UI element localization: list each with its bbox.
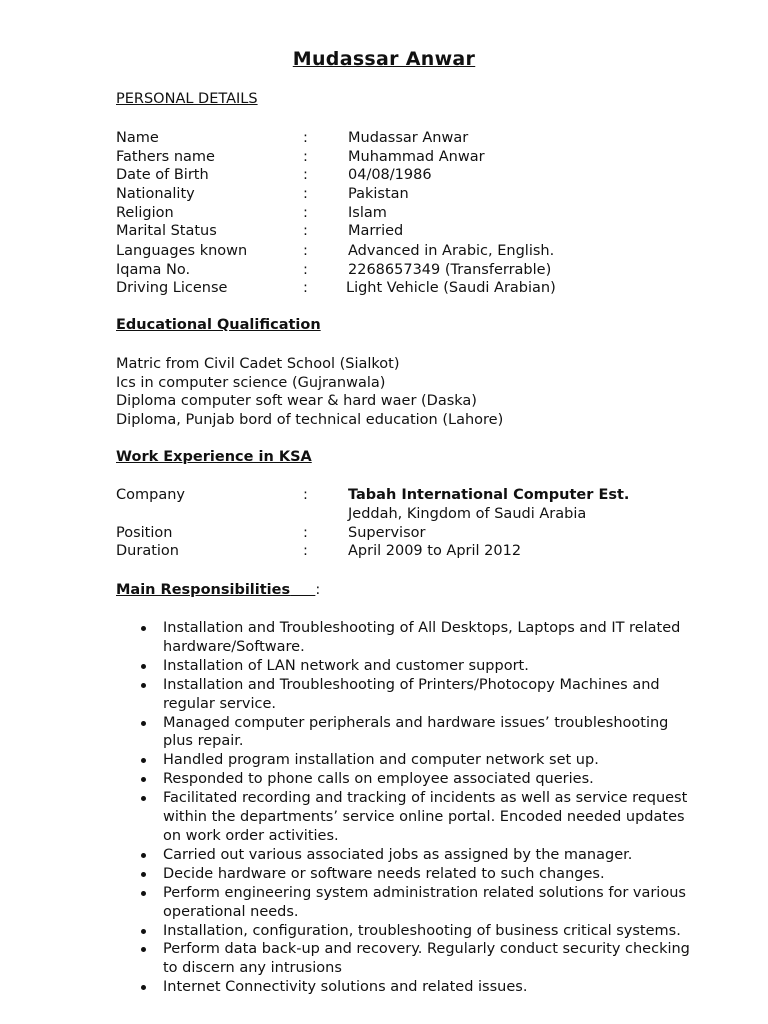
detail-label: Date of Birth [116,167,209,183]
work-experience-heading: Work Experience in KSA [116,449,312,465]
responsibility-item [138,978,698,997]
responsibility-item [138,619,698,657]
responsibilities-list [138,619,698,997]
company-name: Tabah International Computer Est. [348,487,630,503]
detail-row-languages [116,242,756,261]
work-separator: : [303,543,308,559]
detail-separator: : [303,130,308,146]
responsibility-text: Installation and Troubleshooting of Printers/Photocopy Machines and regular service. [163,676,660,712]
responsibility-text: Handled program installation and computer network set up. [163,752,599,769]
responsibility-text: Internet Connectivity solutions and related issues. [163,979,528,996]
detail-row-fathers-name [116,148,756,167]
detail-separator: : [303,223,308,239]
detail-row-date-of-birth [116,166,756,185]
detail-separator: : [303,262,308,278]
detail-separator: : [303,205,308,221]
detail-label: Marital Status [116,223,217,239]
work-row-duration [116,542,756,561]
bullet-icon [141,758,146,763]
education-item: Diploma computer soft wear & hard waer (Daska) [116,393,477,409]
detail-separator: : [303,149,308,165]
bullet-icon [141,683,146,688]
bullet-icon [141,985,146,990]
responsibility-text: Installation and Troubleshooting of All Desktops, Laptops and IT related hardware/Software. [163,620,681,655]
responsibility-text: Managed computer peripherals and hardware issues’ troubleshooting plus repair. [163,714,669,750]
detail-separator: : [303,280,308,296]
detail-value: Pakistan [348,186,409,202]
company-location: Jeddah, Kingdom of Saudi Arabia [348,506,587,522]
detail-value: Muhammad Anwar [348,149,485,165]
work-separator: : [303,525,308,541]
bullet-icon [141,853,146,858]
bullet-icon [141,664,146,669]
responsibility-item [138,846,698,865]
detail-value: Islam [348,205,387,221]
education-item: Diploma, Punjab bord of technical education (Lahore) [116,412,504,428]
detail-label: Name [116,130,159,146]
bullet-icon [141,721,146,726]
detail-label: Driving License [116,280,228,296]
detail-label: Nationality [116,186,195,202]
responsibility-text: Perform engineering system administration related solutions for various operational needs. [163,884,686,920]
responsibilities-heading [116,581,320,600]
responsibility-item [138,884,698,922]
detail-value: Advanced in Arabic, English. [348,243,555,259]
bullet-icon [141,947,146,952]
detail-row-iqama [116,261,756,280]
work-row-position [116,524,756,543]
detail-row-religion [116,204,756,223]
work-label: Company [116,487,185,503]
responsibility-item [138,770,698,789]
responsibility-item [138,657,698,676]
work-row-company [116,486,756,505]
work-label: Duration [116,543,179,559]
document-title: Mudassar Anwar [292,48,476,70]
responsibility-text: Perform data back-up and recovery. Regularly conduct security checking to discern any intrusions [163,941,690,977]
responsibility-text: Installation of LAN network and customer support. [163,657,529,674]
duration-value: April 2009 to April 2012 [348,543,522,559]
detail-label: Religion [116,205,174,221]
work-separator: : [303,487,308,503]
bullet-icon [141,777,146,782]
responsibilities-heading-text: Main Responsibilities [116,582,291,598]
responsibility-text: Decide hardware or software needs related to such changes. [163,865,605,882]
detail-label: Iqama No. [116,262,191,278]
detail-value: Mudassar Anwar [348,130,469,146]
responsibility-item [138,676,698,714]
heading-underline-gap [290,582,315,598]
work-label: Position [116,525,173,541]
detail-label: Languages known [116,243,248,259]
bullet-icon [141,626,146,631]
responsibility-item [138,714,698,752]
heading-colon: : [315,582,321,598]
detail-row-marital-status [116,222,756,241]
detail-value: 2268657349 (Transferrable) [348,262,552,278]
detail-separator: : [303,167,308,183]
responsibility-item [138,865,698,884]
bullet-icon [141,872,146,877]
detail-separator: : [303,243,308,259]
responsibility-text: Facilitated recording and tracking of incidents as well as service request within the departments’ service online portal. Encoded needed updates on work order activities. [163,790,688,844]
responsibility-item [138,789,698,846]
education-heading: Educational Qualification [116,317,321,333]
responsibility-text: Installation, configuration, troubleshooting of business critical systems. [163,922,681,939]
detail-value: Married [348,223,404,239]
position-value: Supervisor [348,525,426,541]
detail-row-nationality [116,185,756,204]
education-item: Ics in computer science (Gujranwala) [116,375,386,391]
detail-value: Light Vehicle (Saudi Arabian) [346,280,556,296]
responsibility-item [138,751,698,770]
personal-details-heading: PERSONAL DETAILS [116,91,258,107]
bullet-icon [141,891,146,896]
responsibility-item [138,922,698,941]
responsibility-text: Carried out various associated jobs as assigned by the manager. [163,846,633,863]
detail-value: 04/08/1986 [348,167,432,183]
bullet-icon [141,929,146,934]
bullet-icon [141,796,146,801]
detail-separator: : [303,186,308,202]
work-row-location [116,505,756,524]
detail-row-driving-license [116,279,756,298]
responsibility-item [138,940,698,978]
education-item: Matric from Civil Cadet School (Sialkot) [116,356,400,372]
detail-label: Fathers name [116,149,215,165]
detail-row-name [116,129,756,148]
responsibility-text: Responded to phone calls on employee associated queries. [163,771,594,788]
